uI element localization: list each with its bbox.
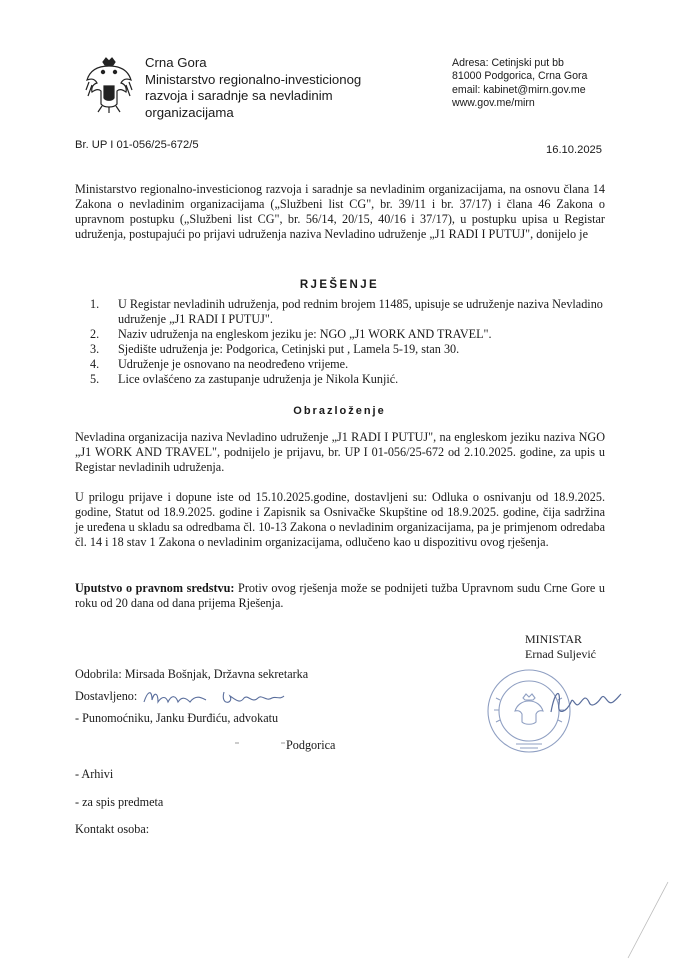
item-text: Naziv udruženja na engleskom jeziku je: NGO „J1 WORK AND TRAVEL". (118, 326, 492, 341)
contact-person-label: Kontakt osoba: (75, 822, 150, 836)
ministry-name-line1: Ministarstvo regionalno-investicionog (145, 71, 362, 87)
website-text: www.gov.me/mirn (452, 96, 535, 109)
recipient-archive: - Arhivi (75, 767, 114, 781)
recipient-attorney: - Punomoćniku, Janku Đurđiću, advokatu (75, 711, 279, 725)
decision-title: RJEŠENJE (299, 279, 380, 291)
address-line2: 81000 Podgorica, Crna Gora (452, 70, 588, 83)
list-item (90, 327, 610, 342)
minister-title: MINISTAR (525, 632, 583, 646)
item-number: 4. (90, 356, 100, 371)
address-line1: Adresa: Cetinjski put bb (452, 57, 564, 69)
ministry-name-line3: organizacijama (145, 104, 234, 120)
redacted-mark-icon (235, 735, 285, 749)
item-text: Udruženje je osnovano na neodređeno vrijeme. (118, 356, 349, 371)
reasoning-paragraph-2: U prilogu prijave i dopune iste od 15.10.2025.godine, dostavljeni su: Odluka o osnivanju od 18.9.2025. godine, Statut od 18.9.2025. godine i Zapisnik sa Osnivačke Skupštine od 18.9.2025. godine, čija sadržina je uređena u skladu sa odredbama čl. 10-13 Zakona o nevladinim organizacijama, pa je primjenom odredaba čl. 14 i 18 stav 1 Zakona o nevladinim organizacijama, odlučeno kao u dispozitivu ovog rješenja. (75, 490, 605, 549)
list-item (90, 357, 610, 372)
minister-block (525, 632, 596, 662)
scan-mark-icon (600, 880, 670, 960)
legal-remedy-paragraph (75, 581, 605, 611)
list-item (90, 372, 610, 387)
institution-header (145, 55, 361, 121)
list-item (90, 297, 610, 327)
country-name: Crna Gora (145, 55, 207, 70)
secretary-signature-icon (140, 686, 290, 708)
reasoning-title: Obrazloženje (293, 405, 386, 417)
item-text: U Registar nevladinih udruženja, pod rednim brojem 11485, upisuje se udruženje naziva Nevladino udruženje „J1 RADI I PUTUJ". (118, 297, 603, 326)
ministry-name-line2: razvoja i saradnje sa nevladinim (145, 88, 333, 103)
recipient-case-file: - za spis predmeta (75, 795, 164, 809)
minister-signature-icon (545, 682, 625, 722)
email-text: email: kabinet@mirn.gov.me (452, 83, 586, 96)
approved-by-line: Odobrila: Mirsada Bošnjak, Državna sekretarka (75, 667, 309, 681)
item-number: 2. (90, 326, 100, 341)
minister-name: Ernad Suljević (525, 646, 596, 661)
recipient-city: Podgorica (286, 738, 336, 752)
item-number: 1. (90, 297, 100, 311)
list-item (90, 342, 610, 357)
contact-block (452, 57, 587, 110)
reasoning-paragraph-1: Nevladina organizacija naziva Nevladino udruženje „J1 RADI I PUTUJ", na engleskom jeziku naziva NGO „J1 WORK AND TRAVEL", podnijelo je prijavu, br. UP I 01-056/25-672 od 2.10.2025. godine, za upis u Registar nevladinih udruženja. (75, 430, 605, 474)
legal-remedy-label: Uputstvo o pravnom sredstvu: (75, 581, 235, 595)
decision-list (90, 297, 610, 386)
delivered-to-label: Dostavljeno: (75, 689, 138, 703)
coat-of-arms-icon (84, 56, 134, 114)
document-date: 16.10.2025 (546, 144, 602, 156)
reference-number: Br. UP I 01-056/25-672/5 (75, 139, 199, 151)
intro-paragraph: Ministarstvo regionalno-investicionog razvoja i saradnje sa nevladinim organizacijama, na osnovu člana 14 Zakona o nevladinim organizacijama („Službeni list CG", br. 39/11 i br. 37/17) i člana 46 Zakona o upravnom postupku („Službeni list CG", br. 56/14, 20/15, 40/16 i 37/17), u postupku upisa u Registar udruženja, postupajući po prijavi udruženja naziva Nevladino udruženje „J1 RADI I PUTUJ", donijelo je (75, 182, 605, 241)
item-text: Sjedište udruženja je: Podgorica, Cetinjski put , Lamela 5-19, stan 30. (118, 341, 460, 356)
legal-remedy-text: Protiv ovog rješenja može se podnijeti tužba Upravnom sudu Crne Gore u roku od 20 dana od dana prijema Rješenja. (75, 581, 606, 610)
item-text: Lice ovlašćeno za zastupanje udruženja je Nikola Kunjić. (118, 371, 399, 386)
item-number: 5. (90, 371, 100, 386)
item-number: 3. (90, 341, 100, 356)
